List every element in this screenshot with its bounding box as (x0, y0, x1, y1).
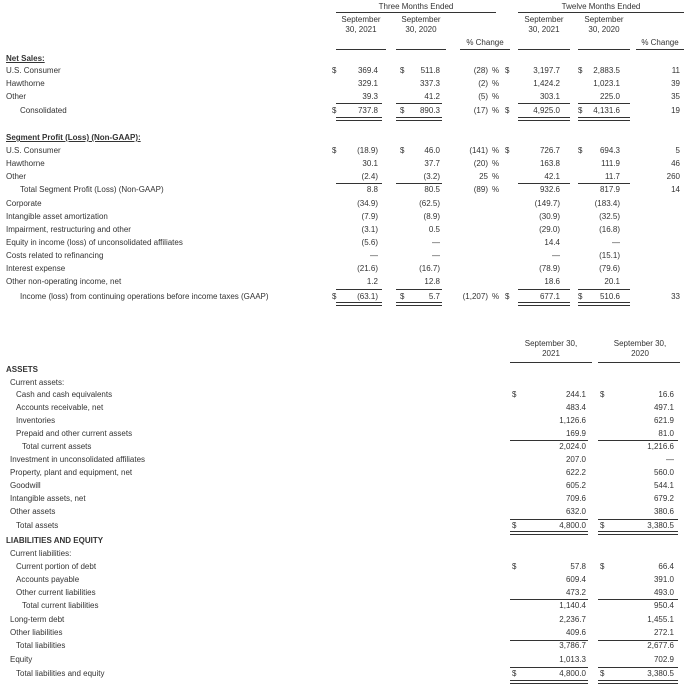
cell-value: 11 (671, 66, 680, 75)
bs-row-label: Other assets (10, 507, 56, 516)
cell-value: 12.8 (424, 277, 440, 286)
rule (598, 640, 678, 641)
row-label: Intangible asset amortization (6, 212, 108, 221)
bs-row-label: Other current liabilities (16, 588, 96, 597)
cell-value: (21.6) (357, 264, 378, 273)
bs-value-2020: 2,677.6 (647, 641, 674, 650)
col-12m-2021: September 30, 2021 (524, 15, 564, 34)
bs-value-2020: 16.6 (658, 390, 674, 399)
cell-value: (1,207) (462, 292, 488, 301)
cell-value: 33 (671, 292, 680, 301)
cell-value: 0.5 (428, 225, 440, 234)
bs-row-label: Total assets (16, 521, 59, 530)
cell-value: (149.7) (534, 199, 560, 208)
rule (518, 302, 570, 306)
bs-value-2021: 4,800.0 (559, 669, 586, 678)
cell-value: (16.8) (599, 225, 620, 234)
cell-value: (8.9) (423, 212, 440, 221)
cell-value: (5) (478, 92, 488, 101)
cell-value: 4,131.6 (593, 106, 620, 115)
rule (510, 667, 588, 668)
bs-value-2021: 57.8 (570, 562, 586, 571)
cell-value: (62.5) (419, 199, 440, 208)
col-3m-2020: September 30, 2020 (401, 15, 441, 34)
cell-value: 163.8 (539, 159, 560, 168)
bs-col-2021: September 30, 2021 (524, 339, 578, 358)
cell-value: (15.1) (599, 251, 620, 260)
bs-value-2020: 1,455.1 (647, 615, 674, 624)
dollar-sign: $ (332, 66, 337, 75)
bs-value-2021: 473.2 (565, 588, 586, 597)
cell-value: — (432, 251, 440, 260)
pct-sign: % (492, 172, 500, 181)
cell-value: (2) (478, 79, 488, 88)
cell-value: (29.0) (539, 225, 560, 234)
bs-value-2021: 169.9 (565, 429, 586, 438)
bs-value-2021: 244.1 (565, 390, 586, 399)
bs-value-2021: 1,140.4 (559, 601, 586, 610)
bs-row-label: Total liabilities and equity (16, 669, 105, 678)
rule (336, 117, 382, 121)
cell-value: 260 (666, 172, 680, 181)
pct-sign: % (492, 66, 500, 75)
bs-row-label: ASSETS (6, 365, 39, 374)
dollar-sign: $ (600, 390, 605, 399)
dollar-sign: $ (600, 521, 605, 530)
bs-value-2020: 81.0 (658, 429, 674, 438)
cell-value: 41.2 (424, 92, 440, 101)
dollar-sign: $ (578, 292, 583, 301)
row-label: Other (6, 172, 27, 181)
cell-value: 3,197.7 (533, 66, 560, 75)
dollar-sign: $ (400, 146, 405, 155)
pct-sign: % (492, 106, 500, 115)
row-label: U.S. Consumer (6, 146, 61, 155)
cell-value: (63.1) (357, 292, 378, 301)
rule (598, 599, 678, 600)
cell-value: 14 (671, 185, 680, 194)
bs-value-2020: 3,380.5 (647, 521, 674, 530)
cell-value: (183.4) (594, 199, 620, 208)
cell-value: 80.5 (424, 185, 440, 194)
col-3m-2021: September 30, 2021 (341, 15, 381, 34)
row-label: Other (6, 92, 27, 101)
cell-value: (78.9) (539, 264, 560, 273)
cell-value: (16.7) (419, 264, 440, 273)
bs-row-label: Other liabilities (10, 628, 63, 637)
rule (518, 103, 570, 104)
dollar-sign: $ (512, 521, 517, 530)
bs-row-label: Investment in unconsolidated affiliates (10, 455, 146, 464)
bs-row-label: Current portion of debt (16, 562, 97, 571)
cell-value: 39 (671, 79, 680, 88)
bs-value-2021: 409.6 (565, 628, 586, 637)
rule (396, 103, 442, 104)
cell-value: 737.8 (357, 106, 378, 115)
rule (578, 302, 630, 306)
cell-value: 8.8 (366, 185, 378, 194)
cell-value: 42.1 (544, 172, 560, 181)
bs-value-2021: 605.2 (565, 481, 586, 490)
bs-value-2020: 3,380.5 (647, 669, 674, 678)
cell-value: (89) (473, 185, 488, 194)
bs-value-2020: 702.9 (653, 655, 674, 664)
rule (518, 117, 570, 121)
cell-value: 677.1 (539, 292, 560, 301)
rule (336, 103, 382, 104)
dollar-sign: $ (505, 292, 510, 301)
cell-value: 337.3 (419, 79, 440, 88)
dollar-sign: $ (400, 292, 405, 301)
row-label: Hawthorne (6, 79, 45, 88)
cell-value: 511.8 (420, 66, 440, 75)
rule (578, 289, 630, 290)
cell-value: (2.4) (361, 172, 378, 181)
cell-value: (5.6) (361, 238, 378, 247)
bs-value-2020: 66.4 (658, 562, 674, 571)
cell-value: 19 (671, 106, 680, 115)
row-label: Income (loss) from continuing operations before income taxes (GAAP) (20, 292, 269, 301)
cell-value: 2,883.5 (593, 66, 620, 75)
row-label: Other non-operating income, net (6, 277, 122, 286)
dollar-sign: $ (332, 292, 337, 301)
rule (518, 183, 570, 184)
dollar-sign: $ (400, 66, 405, 75)
bs-value-2021: 2,236.7 (559, 615, 586, 624)
dollar-sign: $ (512, 562, 517, 571)
rule (598, 519, 678, 520)
rule (510, 519, 588, 520)
rule (396, 183, 442, 184)
cell-value: (79.6) (599, 264, 620, 273)
dollar-sign: $ (332, 106, 337, 115)
row-label: Total Segment Profit (Loss) (Non-GAAP) (20, 185, 164, 194)
cell-value: 890.3 (419, 106, 440, 115)
three-months-header: Three Months Ended (378, 2, 454, 11)
bs-value-2021: 4,800.0 (559, 521, 586, 530)
bs-value-2021: 483.4 (565, 403, 586, 412)
dollar-sign: $ (578, 146, 583, 155)
bs-value-2020: 380.6 (653, 507, 674, 516)
segment-title: Segment Profit (Loss) (Non-GAAP): (6, 133, 141, 142)
cell-value: (20) (473, 159, 488, 168)
rule (578, 117, 630, 121)
cell-value: 39.3 (362, 92, 378, 101)
cell-value: 25 (479, 172, 488, 181)
bs-value-2021: 709.6 (565, 494, 586, 503)
pct-sign: % (492, 159, 500, 168)
bs-row-label: Goodwill (10, 481, 41, 490)
dollar-sign: $ (505, 146, 510, 155)
rule (598, 680, 678, 684)
bs-value-2021: 1,013.3 (559, 655, 586, 664)
rule (510, 440, 588, 441)
bs-row-label: Accounts receivable, net (16, 403, 104, 412)
rule (396, 289, 442, 290)
cell-value: 46.0 (424, 146, 440, 155)
pct-sign: % (492, 185, 500, 194)
rule (396, 302, 442, 306)
rule (396, 117, 442, 121)
cell-value: 30.1 (362, 159, 378, 168)
bs-row-label: Total liabilities (16, 641, 66, 650)
rule (598, 440, 678, 441)
pct-sign: % (492, 292, 500, 301)
bs-value-2021: 207.0 (565, 455, 586, 464)
pct-sign: % (492, 92, 500, 101)
bs-value-2020: 1,216.6 (647, 442, 674, 451)
row-label: Impairment, restructuring and other (6, 225, 131, 234)
dollar-sign: $ (578, 106, 583, 115)
rule (336, 289, 382, 290)
rule (510, 640, 588, 641)
pct-sign: % (492, 146, 500, 155)
cell-value: (30.9) (539, 212, 560, 221)
bs-row-label: LIABILITIES AND EQUITY (6, 536, 104, 545)
cell-value: 369.4 (357, 66, 378, 75)
cell-value: 225.0 (599, 92, 620, 101)
cell-value: 726.7 (539, 146, 560, 155)
net-sales-title: Net Sales: (6, 54, 45, 63)
cell-value: 4,925.0 (533, 106, 560, 115)
pct-sign: % (492, 79, 500, 88)
cell-value: (34.9) (357, 199, 378, 208)
cell-value: 5 (675, 146, 680, 155)
dollar-sign: $ (400, 106, 405, 115)
row-label: Equity in income (loss) of unconsolidated affiliates (6, 238, 183, 247)
bs-row-label: Current liabilities: (10, 549, 72, 558)
cell-value: 35 (671, 92, 680, 101)
cell-value: (17) (473, 106, 488, 115)
twelve-months-header: Twelve Months Ended (561, 2, 641, 11)
bs-row-label: Property, plant and equipment, net (10, 468, 133, 477)
rule (336, 302, 382, 306)
bs-value-2020: 497.1 (653, 403, 674, 412)
cell-value: 510.6 (599, 292, 620, 301)
cell-value: (141) (469, 146, 488, 155)
cell-value: — (552, 251, 560, 260)
bs-row-label: Total current assets (22, 442, 92, 451)
rule (518, 289, 570, 290)
bs-value-2020: — (666, 455, 674, 464)
dollar-sign: $ (505, 66, 510, 75)
rule (578, 103, 630, 104)
dollar-sign: $ (578, 66, 583, 75)
row-label: Hawthorne (6, 159, 45, 168)
rule (510, 680, 588, 684)
dollar-sign: $ (512, 669, 517, 678)
cell-value: (28) (473, 66, 488, 75)
cell-value: 694.3 (599, 146, 620, 155)
rule (598, 531, 678, 535)
cell-value: (32.5) (599, 212, 620, 221)
rule (598, 667, 678, 668)
bs-value-2020: 679.2 (653, 494, 674, 503)
bs-value-2020: 621.9 (653, 416, 674, 425)
cell-value: 303.1 (539, 92, 560, 101)
cell-value: 111.9 (601, 159, 620, 168)
bs-row-label: Accounts payable (16, 575, 80, 584)
bs-value-2021: 609.4 (565, 575, 586, 584)
bs-row-label: Equity (10, 655, 33, 664)
cell-value: 11.7 (605, 172, 620, 181)
bs-row-label: Prepaid and other current assets (16, 429, 133, 438)
dollar-sign: $ (600, 669, 605, 678)
row-label: Interest expense (6, 264, 66, 273)
bs-col-2020: September 30, 2020 (613, 339, 667, 358)
bs-row-label: Current assets: (10, 378, 65, 387)
dollar-sign: $ (512, 390, 517, 399)
bs-value-2020: 272.1 (653, 628, 674, 637)
cell-value: 5.7 (428, 292, 440, 301)
col-12m-change: % Change (641, 38, 679, 47)
dollar-sign: $ (332, 146, 337, 155)
col-3m-change: % Change (466, 38, 504, 47)
cell-value: 1,424.2 (533, 79, 560, 88)
cell-value: — (612, 238, 620, 247)
bs-value-2020: 493.0 (653, 588, 674, 597)
col-12m-2020: September 30, 2020 (584, 15, 624, 34)
bs-row-label: Inventories (16, 416, 56, 425)
cell-value: (3.1) (361, 225, 378, 234)
rule (510, 531, 588, 535)
bs-value-2020: 544.1 (653, 481, 674, 490)
bs-row-label: Total current liabilities (22, 601, 99, 610)
cell-value: (3.2) (423, 172, 440, 181)
bs-value-2021: 622.2 (565, 468, 586, 477)
row-label: U.S. Consumer (6, 66, 61, 75)
row-label: Costs related to refinancing (6, 251, 104, 260)
cell-value: — (370, 251, 378, 260)
bs-row-label: Intangible assets, net (10, 494, 86, 503)
cell-value: 1,023.1 (593, 79, 620, 88)
cell-value: 20.1 (604, 277, 620, 286)
cell-value: 817.9 (599, 185, 620, 194)
bs-value-2020: 391.0 (653, 575, 674, 584)
bs-value-2020: 560.0 (653, 468, 674, 477)
dollar-sign: $ (505, 106, 510, 115)
cell-value: (18.9) (357, 146, 378, 155)
cell-value: 1.2 (366, 277, 378, 286)
dollar-sign: $ (600, 562, 605, 571)
cell-value: 14.4 (544, 238, 560, 247)
bs-value-2021: 1,126.6 (559, 416, 586, 425)
cell-value: 46 (671, 159, 680, 168)
row-label: Corporate (6, 199, 42, 208)
bs-value-2021: 3,786.7 (559, 641, 586, 650)
row-label: Consolidated (20, 106, 67, 115)
rule (578, 183, 630, 184)
bs-value-2020: 950.4 (653, 601, 674, 610)
bs-value-2021: 2,024.0 (559, 442, 586, 451)
rule (336, 183, 382, 184)
cell-value: 329.1 (357, 79, 378, 88)
cell-value: 18.6 (544, 277, 560, 286)
cell-value: — (432, 238, 440, 247)
bs-value-2021: 632.0 (565, 507, 586, 516)
cell-value: 37.7 (424, 159, 440, 168)
cell-value: (7.9) (361, 212, 378, 221)
bs-row-label: Long-term debt (10, 615, 65, 624)
cell-value: 932.6 (539, 185, 560, 194)
bs-row-label: Cash and cash equivalents (16, 390, 113, 399)
rule (510, 599, 588, 600)
